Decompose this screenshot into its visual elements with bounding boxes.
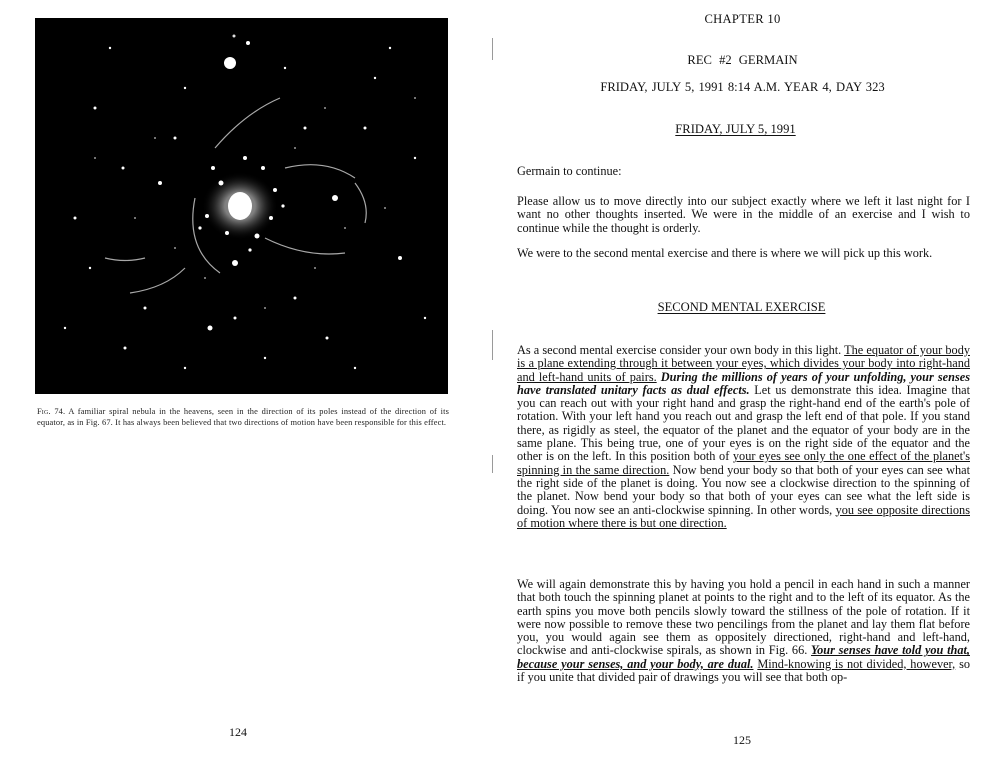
paragraph-5 [517, 578, 970, 684]
section-heading [494, 300, 989, 315]
p4-emphasis: During the millions of years of your unfolding, your senses have translated unitary facts as dual effects. [517, 369, 971, 397]
gutter-mark [492, 38, 493, 60]
p5-underlined: Mind-knowing is not divided, however, [757, 656, 956, 671]
chapter-heading: CHAPTER 10 [704, 12, 781, 26]
right-page [495, 0, 990, 757]
gutter-mark [492, 455, 493, 473]
p5-emphasis: Your senses have told you that, because your senses, and your body, are dual. [517, 643, 970, 671]
p4-underlined: you see opposite directions of motion where there is but one direction. [517, 502, 970, 530]
p4-text: Now bend your body so that both of your eyes can see what the right side of the planet is doing. You now see a clockwise direction to the spinning of the planet. Now bend your body so that both of your eyes can see what the left side is doing. You now see an anti-clockwise spinning. In other words, [517, 462, 970, 517]
caption-label: Fig. 74. [37, 407, 66, 416]
p4-text: Let us demonstrate this idea. Imagine that you can reach out with your right hand and grasp the right-hand end of the earth's pole of rotation. With your left hand you reach out and grasp the left end of that pole. If you stand there, as rigidly as steel, the equator of the planet and the equator of your body are in the same plane. This being true, one of your eyes is on the right side of the equator and the other is on the left. In this position both of [517, 382, 970, 464]
p4-underlined: The equator of your body is a plane extending through it between your eyes, which divides your body into right-hand and left-hand units of pairs. [517, 343, 970, 384]
paragraph-2: Please allow us to move directly into our subject exactly where we left it last night for I want no other thoughts inserted. We were in the middle of an exercise and I wish to continue while the thought is orderly. [517, 194, 970, 235]
paragraph-1: Germain to continue: [517, 164, 622, 178]
page-number-left: 124 [229, 725, 247, 739]
spiral-nebula-photo [35, 18, 448, 394]
paragraph-4 [517, 344, 970, 530]
p5-text: so if you unite that divided pair of drawings you will see that both op- [517, 656, 971, 685]
underlined-date-text: FRIDAY, JULY 5, 1991 [675, 122, 796, 136]
left-page [0, 0, 490, 757]
dateline: FRIDAY, JULY 5, 1991 8:14 A.M. YEAR 4, DAY 323 [600, 80, 885, 94]
p5-text: We will again demonstrate this by having you hold a pencil in each hand in such a manner that both touch the spinning planet at points to the right and to the left of its equator. As the earth spins you move both pencils slowly toward the stillness of the pole of rotation. If it were now possible to remove these two pencilings from the planet and lay them flat before you, you would again see them as oppositely directioned, right-hand and left-hand, clockwise and anti-clockwise spirals, as shown in Fig. 66. [517, 577, 970, 658]
page-number-right: 125 [733, 733, 751, 747]
p4-underlined: your eyes see only the one effect of the planet's spinning in the same direction. [517, 449, 970, 477]
figure-caption [37, 407, 449, 429]
caption-text: A familiar spiral nebula in the heavens, seen in the direction of its poles instead of the direction of its equator, as in Fig. 67. It has always been believed that two directions of motion have been responsible for this effect. [37, 407, 449, 427]
paragraph-3: We were to the second mental exercise and there is where we will pick up this work. [517, 246, 933, 260]
nebula-image [35, 18, 448, 394]
underlined-date [488, 122, 983, 137]
rec-line: REC #2 GERMAIN [687, 53, 798, 67]
p4-text: As a second mental exercise consider your own body in this light. [517, 343, 845, 357]
section-heading-text: SECOND MENTAL EXERCISE [657, 300, 826, 314]
gutter-mark [492, 330, 493, 360]
